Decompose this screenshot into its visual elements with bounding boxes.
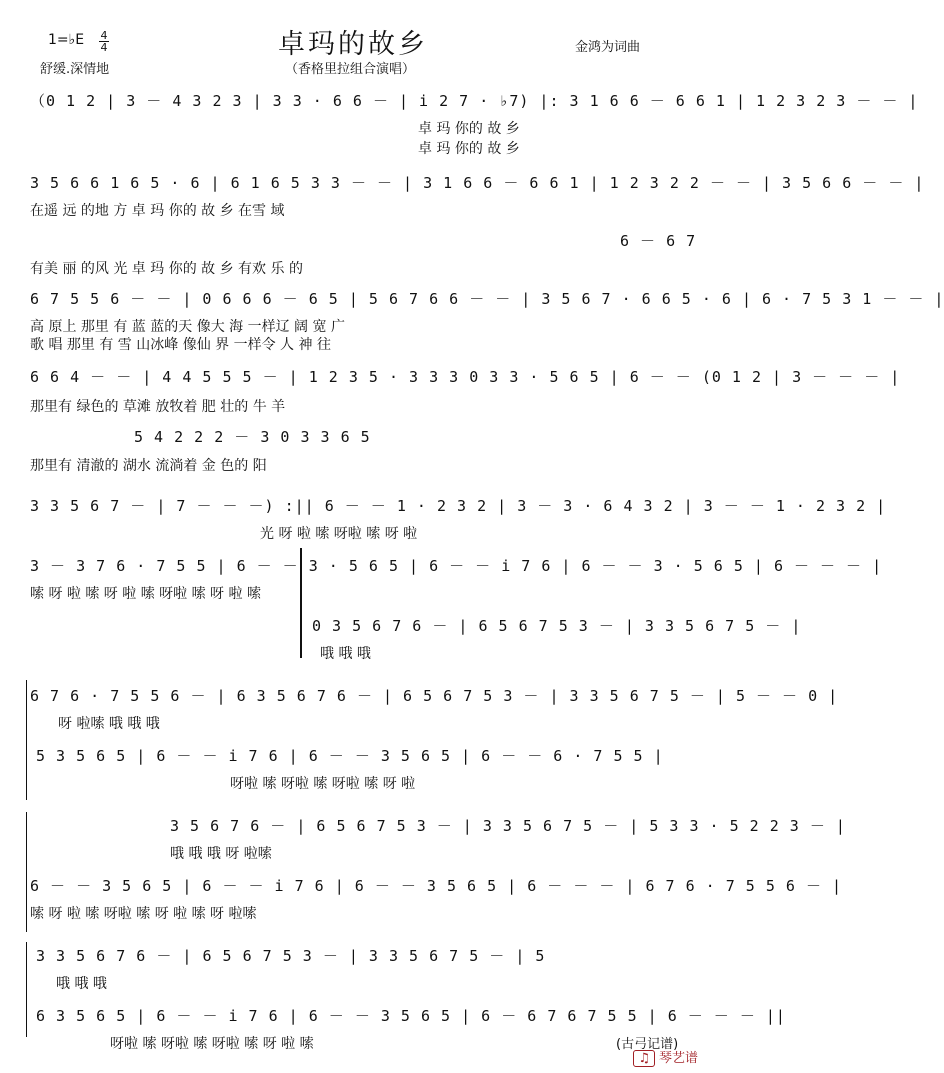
system-bracket <box>26 942 27 1037</box>
notation-line: 3 － 3 7 6 · 7 5 5 | 6 － － 3 · 5 6 5 | 6 － － i 7 6 | 6 － － 3 · 5 6 5 | 6 － － － | <box>30 557 883 575</box>
lyric-line: 嗦 呀 啦 嗦 呀啦 嗦 呀 啦 嗦 呀 啦嗦 <box>30 906 257 922</box>
notation-line: 6 7 6 · 7 5 5 6 － | 6 3 5 6 7 6 － | 6 5 6 7 5 3 － | 3 3 5 6 7 5 － | 5 － － 0 | <box>30 687 839 705</box>
lyric-line: 嗦 呀 啦 嗦 呀 啦 嗦 呀啦 嗦 呀 啦 嗦 <box>30 586 261 602</box>
lyric-line: 那里有 绿色的 草滩 放牧着 肥 壮的 牛 羊 <box>30 399 286 415</box>
notation-line: 5 3 5 6 5 | 6 － － i 7 6 | 6 － － 3 5 6 5 | 6 － － 6 · 7 5 5 | <box>36 747 664 765</box>
notation-line: 6 － － 3 5 6 5 | 6 － － i 7 6 | 6 － － 3 5 6 5 | 6 － － － | 6 7 6 · 7 5 5 6 － | <box>30 877 843 895</box>
lyric-line: 卓 玛 你的 故 乡 <box>418 121 520 137</box>
notation-line: 3 5 6 6 1 6 5 · 6 | 6 1 6 5 3 3 － － | 3 1 6 6 － 6 6 1 | 1 2 3 2 2 － － | 3 5 6 6 － － | <box>30 174 925 192</box>
system-bracket <box>26 812 27 932</box>
lyric-line: 歌 唱 那里 有 雪 山冰峰 像仙 界 一样令 人 神 往 <box>30 337 331 353</box>
transcriber-note: (古弓记谱) <box>616 1037 679 1052</box>
notation-line: 6 6 4 － － | 4 4 5 5 5 － | 1 2 3 5 · 3 3 3 0 3 3 · 5 6 5 | 6 － － (0 1 2 | 3 － － － | <box>30 368 901 386</box>
system-bracket <box>26 680 27 800</box>
lyric-line: 高 原上 那里 有 蓝 蓝的天 像大 海 一样辽 阔 宽 广 <box>30 319 345 335</box>
time-signature-bottom: 4 <box>100 41 108 54</box>
performer: （香格里拉组合演唱） <box>285 62 416 77</box>
watermark-logo-icon: ♫ <box>633 1050 655 1067</box>
notation-line: 5 4 2 2 2 － 3 0 3 3 6 5 <box>134 428 371 446</box>
watermark-text: 琴艺谱 <box>658 1051 698 1066</box>
site-watermark <box>633 1047 698 1067</box>
system-bracket <box>300 548 302 658</box>
lyric-line: 呀啦 嗦 呀啦 嗦 呀啦 嗦 呀 啦 <box>230 776 416 792</box>
notation-line: 3 5 6 7 6 － | 6 5 6 7 5 3 － | 3 3 5 6 7 5 － | 5 3 3 · 5 2 2 3 － | <box>170 817 846 835</box>
time-signature-top: 4 <box>100 29 108 42</box>
notation-line: 0 3 5 6 7 6 － | 6 5 6 7 5 3 － | 3 3 5 6 7 5 － | <box>312 617 802 635</box>
page-title: 卓玛的故乡 <box>278 29 428 60</box>
credits: 金鸿为词曲 <box>575 40 641 55</box>
lyric-line: 哦 哦 哦 <box>56 976 107 992</box>
notation-line: 6 － 6 7 <box>620 232 697 250</box>
notation-line: 3 3 5 6 7 6 － | 6 5 6 7 5 3 － | 3 3 5 6 7 5 － | 5 <box>36 947 546 965</box>
lyric-line: 那里有 清澈的 湖水 流淌着 金 色的 阳 <box>30 458 267 474</box>
lyric-line: 光 呀 啦 嗦 呀啦 嗦 呀 啦 <box>260 526 418 542</box>
lyric-line: 哦 哦 哦 <box>320 646 371 662</box>
notation-line: 6 7 5 5 6 － － | 0 6 6 6 － 6 5 | 5 6 7 6 6 － － | 3 5 6 7 · 6 6 5 · 6 | 6 · 7 5 3 1 － － | <box>30 290 944 308</box>
lyric-line: 有美 丽 的风 光 卓 玛 你的 故 乡 有欢 乐 的 <box>30 261 303 277</box>
notation-line: 3 3 5 6 7 － | 7 － － －) :|| 6 － － 1 · 2 3 2 | 3 － 3 · 6 4 3 2 | 3 － － 1 · 2 3 2 | <box>30 497 887 515</box>
notation-line: （0 1 2 | 3 － 4 3 2 3 | 3 3 · 6 6 － | i 2 7 · ♭7) |: 3 1 6 6 － 6 6 1 | 1 2 3 2 3 － － | <box>30 92 919 110</box>
lyric-line: 卓 玛 你的 故 乡 <box>418 141 520 157</box>
notation-line: 6 3 5 6 5 | 6 － － i 7 6 | 6 － － 3 5 6 5 | 6 － 6 7 6 7 5 5 | 6 － － － || <box>36 1007 786 1025</box>
lyric-line: 哦 哦 哦 呀 啦嗦 <box>170 846 272 862</box>
key-signature: 1=♭E <box>48 32 85 48</box>
tempo-marking: 舒缓.深情地 <box>40 62 110 77</box>
lyric-line: 在遥 远 的地 方 卓 玛 你的 故 乡 在雪 域 <box>30 203 285 219</box>
lyric-line: 呀 啦嗦 哦 哦 哦 <box>58 716 160 732</box>
lyric-line: 呀啦 嗦 呀啦 嗦 呀啦 嗦 呀 啦 嗦 <box>110 1036 314 1052</box>
